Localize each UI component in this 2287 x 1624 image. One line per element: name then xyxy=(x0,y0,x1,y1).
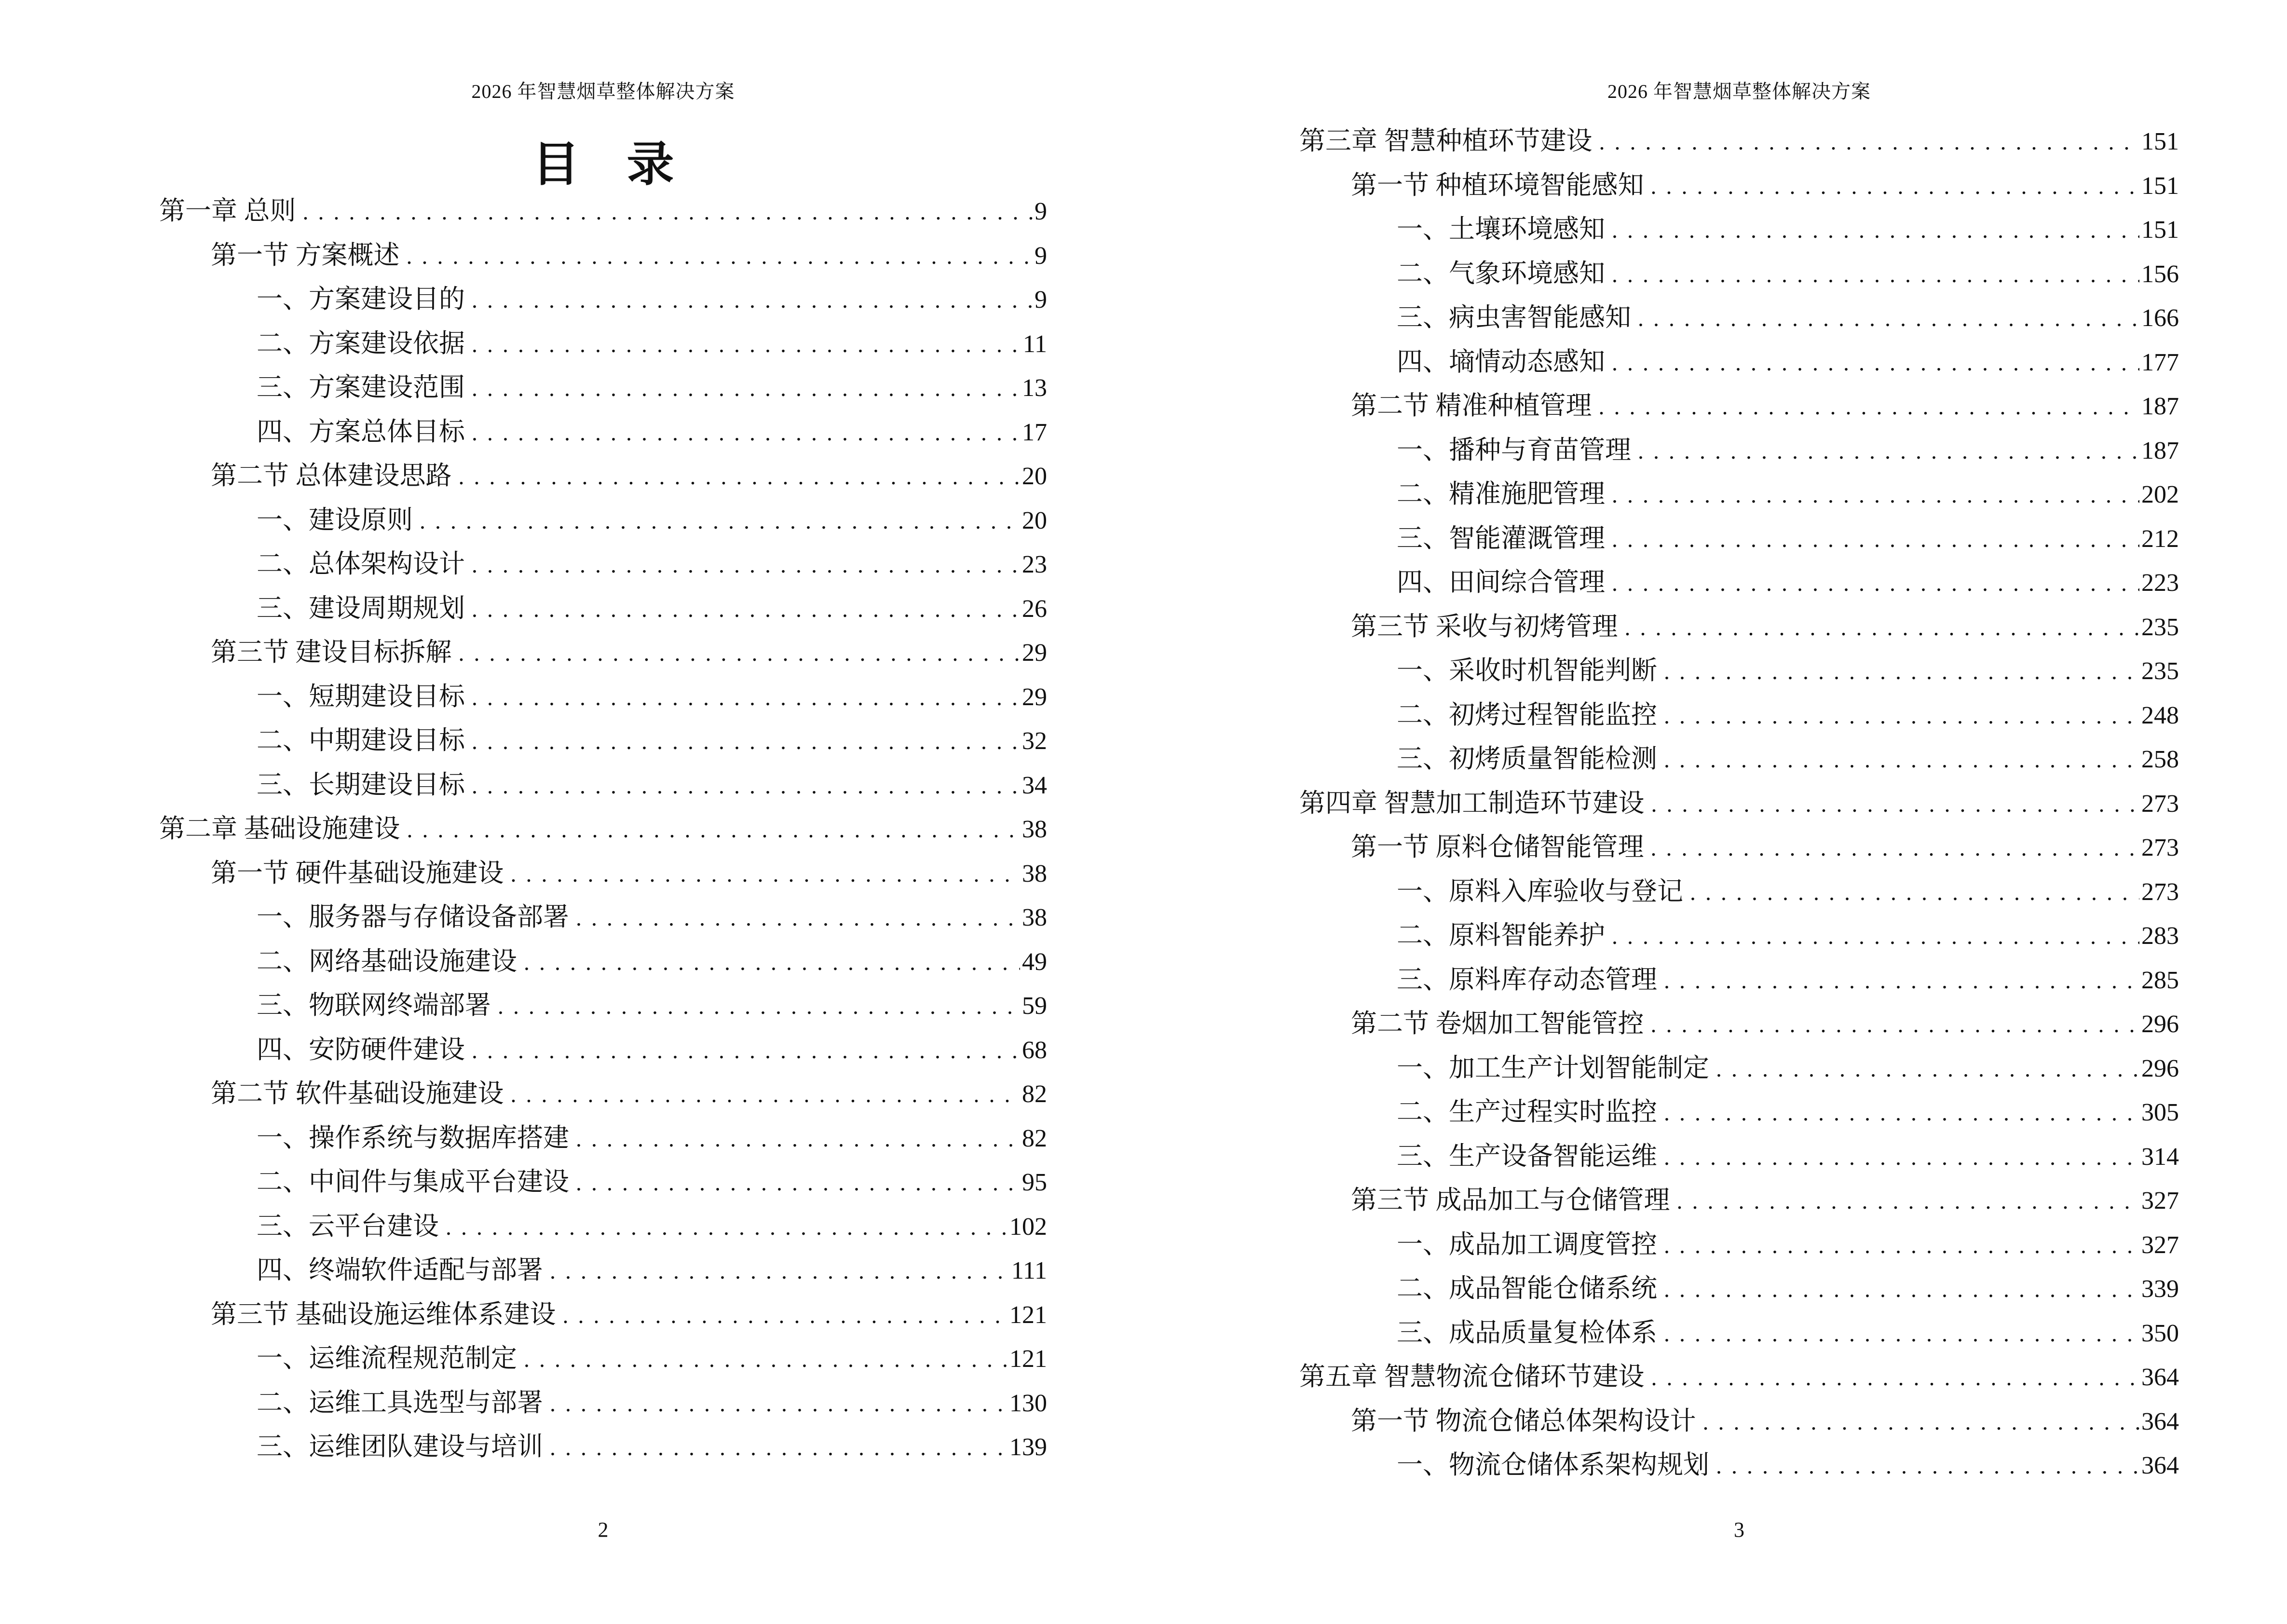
toc-entry-label: 一、原料入库验收与登记 xyxy=(1397,876,1683,906)
toc-dot-leader xyxy=(472,764,1020,808)
toc-entry-page: 32 xyxy=(1022,727,1047,755)
toc-dot-leader xyxy=(407,808,1021,852)
toc-list-left xyxy=(159,189,1047,1469)
toc-list-right xyxy=(1299,119,2179,1488)
toc-entry-page: 23 xyxy=(1022,551,1047,578)
page-number: 3 xyxy=(1734,1518,1744,1542)
toc-entry-label: 三、初烤质量智能检测 xyxy=(1397,744,1657,773)
toc-entry-page: 327 xyxy=(2141,1187,2179,1215)
toc-dot-leader xyxy=(1664,650,2139,694)
toc-entry-label: 四、终端软件适配与部署 xyxy=(257,1256,543,1284)
toc-entry-page: 38 xyxy=(1022,860,1047,887)
toc-entry-page: 9 xyxy=(1035,242,1047,270)
toc-dot-leader xyxy=(1651,164,2140,209)
toc-entry-label: 第四章 智慧加工制造环节建设 xyxy=(1299,788,1645,818)
toc-entry-page: 248 xyxy=(2141,701,2179,729)
toc-entry-label: 第一节 硬件基础设施建设 xyxy=(211,858,504,887)
toc-entry-label: 一、短期建设目标 xyxy=(257,682,465,711)
toc-entry-label: 第三节 基础设施运维体系建设 xyxy=(211,1299,556,1329)
toc-dot-leader xyxy=(1716,1444,2139,1488)
toc-entry-page: 29 xyxy=(1022,639,1047,667)
toc-entry-page: 29 xyxy=(1022,683,1047,711)
toc-dot-leader xyxy=(472,676,1020,720)
toc-entry-page: 17 xyxy=(1022,418,1047,446)
toc-dot-leader xyxy=(1612,473,2139,518)
toc-entry-page: 130 xyxy=(1009,1389,1047,1417)
toc-dot-leader xyxy=(472,587,1020,632)
toc-entry xyxy=(159,763,1047,807)
toc-entry-label: 三、云平台建设 xyxy=(257,1211,439,1241)
toc-entry xyxy=(1299,384,2179,428)
toc-entry xyxy=(1299,1399,2179,1444)
toc-entry xyxy=(1299,1267,2179,1311)
toc-dot-leader xyxy=(1664,1135,2139,1180)
toc-entry xyxy=(1299,207,2179,252)
toc-dot-leader xyxy=(1599,120,2140,164)
toc-dot-leader xyxy=(1664,738,2139,782)
toc-entry-label: 第一节 方案概述 xyxy=(211,240,400,270)
toc-entry-label: 一、操作系统与数据库搭建 xyxy=(257,1123,569,1152)
toc-entry xyxy=(1299,296,2179,340)
toc-entry-label: 第一章 总则 xyxy=(159,196,296,225)
toc-dot-leader xyxy=(1612,518,2139,562)
toc-entry xyxy=(1299,958,2179,1002)
toc-entry-page: 339 xyxy=(2141,1275,2179,1303)
toc-entry-label: 二、运维工具选型与部署 xyxy=(257,1388,543,1417)
toc-entry xyxy=(1299,472,2179,517)
toc-entry xyxy=(1299,340,2179,384)
toc-entry xyxy=(159,719,1047,763)
toc-dot-leader xyxy=(550,1382,1007,1426)
toc-entry xyxy=(159,498,1047,543)
toc-entry xyxy=(1299,1355,2179,1399)
toc-entry xyxy=(159,1072,1047,1116)
toc-entry-page: 350 xyxy=(2141,1319,2179,1347)
toc-entry xyxy=(159,983,1047,1028)
toc-entry-label: 一、加工生产计划智能制定 xyxy=(1397,1053,1709,1082)
toc-dot-leader xyxy=(550,1426,1007,1470)
toc-entry-label: 第三节 采收与初烤管理 xyxy=(1351,612,1618,641)
toc-entry-label: 二、原料智能养护 xyxy=(1397,921,1605,950)
toc-dot-leader xyxy=(1651,782,2140,827)
toc-dot-leader xyxy=(446,1205,1007,1250)
toc-entry xyxy=(1299,1002,2179,1046)
toc-dot-leader xyxy=(1664,1312,2139,1356)
toc-dot-leader xyxy=(472,543,1020,587)
toc-dot-leader xyxy=(459,455,1021,499)
toc-entry xyxy=(1299,914,2179,958)
toc-entry-page: 364 xyxy=(2141,1364,2179,1391)
toc-entry-page: 121 xyxy=(1009,1301,1047,1329)
toc-entry-label: 三、原料库存动态管理 xyxy=(1397,965,1657,994)
toc-entry-label: 二、初烤过程智能监控 xyxy=(1397,700,1657,729)
toc-entry xyxy=(1299,560,2179,605)
toc-entry-page: 20 xyxy=(1022,506,1047,534)
toc-entry-page: 296 xyxy=(2141,1054,2179,1082)
toc-entry-label: 一、成品加工调度管控 xyxy=(1397,1229,1657,1259)
toc-entry xyxy=(1299,605,2179,649)
toc-dot-leader xyxy=(472,1029,1020,1073)
toc-dot-leader xyxy=(472,367,1020,411)
toc-dot-leader xyxy=(550,1249,1009,1294)
running-header: 2026 年智慧烟草整体解决方案 xyxy=(1607,81,1871,102)
toc-dot-leader xyxy=(576,1117,1020,1161)
toc-dot-leader xyxy=(472,411,1020,455)
toc-entry-page: 187 xyxy=(2141,393,2179,420)
toc-dot-leader xyxy=(1612,914,2139,959)
toc-entry xyxy=(159,454,1047,498)
toc-entry-label: 一、服务器与存储设备部署 xyxy=(257,902,569,931)
toc-page-right xyxy=(1299,0,2179,1624)
toc-entry-label: 三、物联网终端部署 xyxy=(257,991,491,1020)
toc-dot-leader xyxy=(420,499,1020,544)
toc-entry-label: 三、病虫害智能感知 xyxy=(1397,303,1631,332)
toc-entry-page: 49 xyxy=(1022,948,1047,976)
toc-entry xyxy=(159,851,1047,896)
toc-entry-page: 305 xyxy=(2141,1099,2179,1126)
toc-entry-label: 二、方案建设依据 xyxy=(257,328,465,358)
toc-entry-label: 一、物流仓储体系架构规划 xyxy=(1397,1450,1709,1479)
toc-entry-page: 235 xyxy=(2141,657,2179,685)
toc-entry-label: 第三节 建设目标拆解 xyxy=(211,638,452,667)
toc-dot-leader xyxy=(1703,1400,2140,1445)
toc-entry-label: 三、方案建设范围 xyxy=(257,373,465,402)
toc-entry-page: 59 xyxy=(1022,992,1047,1020)
toc-entry-page: 111 xyxy=(1011,1257,1047,1284)
toc-entry-label: 三、生产设备智能运维 xyxy=(1397,1141,1657,1171)
toc-entry xyxy=(159,542,1047,587)
toc-entry-page: 139 xyxy=(1009,1433,1047,1461)
toc-entry-page: 151 xyxy=(2141,128,2179,155)
toc-dot-leader xyxy=(1690,871,2139,915)
toc-entry-page: 166 xyxy=(2141,304,2179,332)
toc-dot-leader xyxy=(576,1161,1020,1205)
toc-dot-leader xyxy=(1612,253,2139,297)
toc-dot-leader xyxy=(1625,606,2140,650)
toc-entry-page: 9 xyxy=(1035,286,1047,314)
toc-entry-label: 第一节 种植环境智能感知 xyxy=(1351,170,1644,200)
toc-entry xyxy=(159,410,1047,454)
toc-entry-label: 二、网络基础设施建设 xyxy=(257,946,517,976)
toc-entry-page: 212 xyxy=(2141,525,2179,553)
toc-entry-label: 四、安防硬件建设 xyxy=(257,1035,465,1064)
toc-entry xyxy=(1299,1134,2179,1179)
toc-entry-label: 二、生产过程实时监控 xyxy=(1397,1097,1657,1126)
toc-entry-page: 364 xyxy=(2141,1452,2179,1479)
toc-entry-page: 13 xyxy=(1022,374,1047,402)
toc-entry-label: 一、播种与育苗管理 xyxy=(1397,435,1631,464)
toc-dot-leader xyxy=(563,1294,1008,1338)
toc-entry-label: 二、成品智能仓储系统 xyxy=(1397,1274,1657,1303)
toc-entry xyxy=(1299,781,2179,826)
toc-entry xyxy=(1299,870,2179,914)
toc-entry-page: 235 xyxy=(2141,613,2179,641)
toc-dot-leader xyxy=(1677,1179,2140,1224)
toc-entry xyxy=(1299,252,2179,296)
toc-entry xyxy=(159,630,1047,675)
toc-entry xyxy=(159,940,1047,984)
toc-entry xyxy=(159,1160,1047,1204)
toc-entry-page: 314 xyxy=(2141,1143,2179,1171)
toc-entry-page: 95 xyxy=(1022,1169,1047,1196)
toc-entry-label: 第一节 物流仓储总体架构设计 xyxy=(1351,1406,1696,1435)
toc-entry xyxy=(1299,649,2179,693)
toc-entry-label: 一、方案建设目的 xyxy=(257,285,465,314)
toc-entry-label: 第三章 智慧种植环节建设 xyxy=(1299,126,1593,155)
toc-entry xyxy=(159,807,1047,851)
toc-entry-page: 151 xyxy=(2141,216,2179,244)
toc-entry-label: 三、智能灌溉管理 xyxy=(1397,523,1605,553)
toc-entry-page: 82 xyxy=(1022,1124,1047,1152)
toc-entry-label: 第五章 智慧物流仓储环节建设 xyxy=(1299,1362,1645,1391)
toc-entry-label: 三、成品质量复检体系 xyxy=(1397,1318,1657,1347)
toc-entry xyxy=(159,233,1047,278)
toc-entry-page: 156 xyxy=(2141,260,2179,288)
toc-entry xyxy=(1299,1046,2179,1091)
toc-entry xyxy=(1299,119,2179,164)
toc-entry-page: 121 xyxy=(1009,1345,1047,1373)
toc-entry-page: 273 xyxy=(2141,790,2179,818)
toc-dot-leader xyxy=(511,852,1021,897)
toc-entry xyxy=(159,366,1047,410)
toc-dot-leader xyxy=(524,1337,1007,1382)
toc-entry xyxy=(159,1293,1047,1337)
toc-dot-leader xyxy=(1612,561,2139,606)
toc-entry xyxy=(159,587,1047,631)
toc-dot-leader xyxy=(1612,341,2139,385)
toc-entry xyxy=(159,1337,1047,1381)
toc-entry xyxy=(159,1116,1047,1160)
toc-entry xyxy=(159,1028,1047,1072)
toc-dot-leader xyxy=(498,984,1020,1029)
page-number: 2 xyxy=(598,1518,609,1542)
toc-entry xyxy=(1299,428,2179,473)
toc-entry xyxy=(159,1425,1047,1469)
toc-entry xyxy=(1299,164,2179,208)
toc-entry-page: 273 xyxy=(2141,878,2179,906)
toc-dot-leader xyxy=(524,941,1020,985)
toc-entry xyxy=(159,1248,1047,1293)
toc-entry-label: 一、采收时机智能判断 xyxy=(1397,656,1657,685)
toc-dot-leader xyxy=(1664,959,2139,1003)
toc-entry-label: 二、总体架构设计 xyxy=(257,549,465,578)
toc-entry-label: 四、田间综合管理 xyxy=(1397,568,1605,597)
toc-entry xyxy=(1299,1311,2179,1355)
toc-entry xyxy=(159,277,1047,322)
toc-dot-leader xyxy=(472,323,1021,367)
toc-entry-page: 285 xyxy=(2141,966,2179,994)
toc-entry-label: 一、土壤环境感知 xyxy=(1397,215,1605,244)
toc-entry-page: 38 xyxy=(1022,816,1047,843)
toc-entry-label: 二、气象环境感知 xyxy=(1397,259,1605,288)
toc-dot-leader xyxy=(1651,1356,2140,1400)
toc-entry-label: 四、墒情动态感知 xyxy=(1397,347,1605,376)
toc-entry-page: 177 xyxy=(2141,348,2179,376)
toc-entry-page: 283 xyxy=(2141,922,2179,950)
toc-entry xyxy=(159,189,1047,233)
toc-entry-page: 82 xyxy=(1022,1080,1047,1108)
toc-dot-leader xyxy=(1651,1003,2140,1047)
toc-entry-page: 9 xyxy=(1035,198,1047,225)
toc-entry-label: 第一节 原料仓储智能管理 xyxy=(1351,832,1644,861)
toc-dot-leader xyxy=(1651,826,2140,871)
toc-entry-page: 102 xyxy=(1009,1213,1047,1241)
toc-dot-leader xyxy=(1638,429,2139,474)
toc-dot-leader xyxy=(407,234,1033,279)
toc-dot-leader xyxy=(1612,208,2139,253)
toc-entry-label: 二、中期建设目标 xyxy=(257,726,465,755)
toc-dot-leader xyxy=(472,720,1020,764)
toc-entry-label: 三、长期建设目标 xyxy=(257,770,465,799)
toc-entry xyxy=(159,322,1047,366)
running-header: 2026 年智慧烟草整体解决方案 xyxy=(471,81,735,102)
toc-dot-leader xyxy=(1664,1224,2139,1268)
toc-entry-label: 第二节 软件基础设施建设 xyxy=(211,1079,504,1108)
toc-entry xyxy=(159,1204,1047,1249)
toc-title: 目 录 xyxy=(532,139,674,191)
toc-entry-page: 296 xyxy=(2141,1010,2179,1038)
toc-dot-leader xyxy=(1664,694,2139,738)
toc-entry xyxy=(1299,825,2179,870)
toc-entry-label: 第二节 总体建设思路 xyxy=(211,461,452,490)
toc-entry-page: 11 xyxy=(1022,330,1047,358)
toc-entry xyxy=(159,895,1047,940)
toc-entry-label: 一、运维流程规范制定 xyxy=(257,1344,517,1373)
toc-entry xyxy=(159,1381,1047,1425)
toc-dot-leader xyxy=(1716,1047,2139,1092)
toc-entry xyxy=(1299,1223,2179,1267)
toc-dot-leader xyxy=(1638,297,2139,341)
toc-dot-leader xyxy=(511,1073,1021,1117)
toc-dot-leader xyxy=(472,278,1033,323)
toc-entry xyxy=(1299,737,2179,781)
toc-entry xyxy=(159,675,1047,719)
toc-dot-leader xyxy=(303,190,1033,234)
toc-entry-label: 第二章 基础设施建设 xyxy=(159,814,400,843)
toc-entry-label: 第二节 卷烟加工智能管控 xyxy=(1351,1009,1644,1038)
toc-entry xyxy=(1299,1178,2179,1223)
toc-entry-page: 68 xyxy=(1022,1036,1047,1064)
toc-entry-label: 二、中间件与集成平台建设 xyxy=(257,1167,569,1196)
toc-entry-page: 202 xyxy=(2141,481,2179,508)
toc-dot-leader xyxy=(1599,385,2140,429)
toc-entry-label: 四、方案总体目标 xyxy=(257,417,465,446)
toc-entry xyxy=(1299,1443,2179,1488)
toc-entry-page: 327 xyxy=(2141,1231,2179,1259)
toc-entry xyxy=(1299,1090,2179,1134)
toc-page-left xyxy=(159,0,1047,1624)
toc-entry-label: 二、精准施肥管理 xyxy=(1397,479,1605,508)
toc-entry-page: 273 xyxy=(2141,834,2179,861)
toc-entry-page: 20 xyxy=(1022,463,1047,490)
toc-entry-label: 第二节 精准种植管理 xyxy=(1351,391,1592,420)
toc-entry-page: 258 xyxy=(2141,746,2179,773)
toc-entry-label: 三、运维团队建设与培训 xyxy=(257,1432,543,1461)
toc-entry-page: 34 xyxy=(1022,771,1047,799)
toc-entry-page: 26 xyxy=(1022,595,1047,623)
toc-entry-page: 38 xyxy=(1022,904,1047,931)
toc-dot-leader xyxy=(459,631,1021,676)
toc-entry xyxy=(1299,693,2179,737)
toc-dot-leader xyxy=(1664,1268,2139,1312)
toc-dot-leader xyxy=(576,896,1020,941)
toc-entry xyxy=(1299,517,2179,561)
toc-dot-leader xyxy=(1664,1091,2139,1135)
toc-entry-label: 第三节 成品加工与仓储管理 xyxy=(1351,1186,1670,1215)
toc-entry-label: 一、建设原则 xyxy=(257,505,413,534)
toc-entry-page: 223 xyxy=(2141,569,2179,597)
toc-entry-label: 三、建设周期规划 xyxy=(257,593,465,623)
toc-entry-page: 187 xyxy=(2141,437,2179,464)
toc-entry-page: 151 xyxy=(2141,172,2179,200)
toc-entry-page: 364 xyxy=(2141,1407,2179,1435)
